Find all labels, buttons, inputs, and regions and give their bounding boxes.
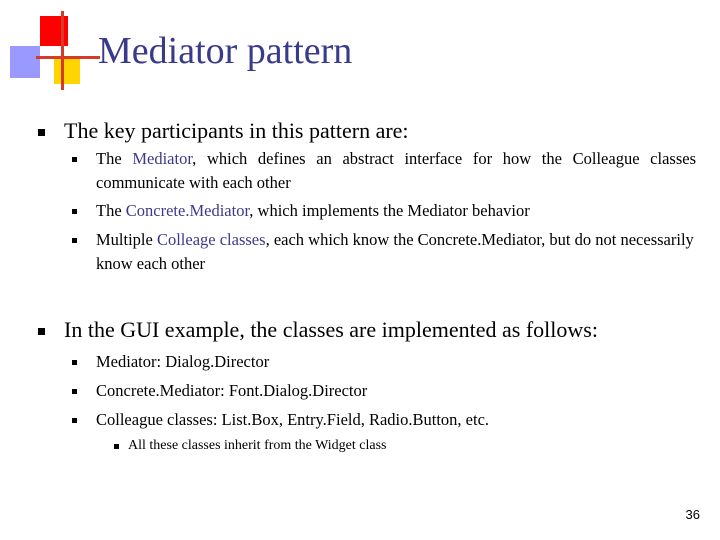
square-bullet-icon (72, 157, 77, 162)
page-number: 36 (685, 507, 700, 522)
highlight-mediator: Mediator (132, 149, 193, 168)
section-1-heading: The key participants in this pattern are: (64, 118, 409, 143)
slide-logo (0, 0, 100, 90)
square-bullet-icon (72, 389, 77, 394)
section-2-heading: In the GUI example, the classes are implemented as follows: (64, 317, 598, 342)
highlight-colleage-classes: Colleage classes (156, 230, 266, 249)
square-bullet-icon (72, 418, 77, 423)
highlight-concrete-mediator: Concrete.Mediator (125, 201, 250, 220)
square-bullet-icon (72, 238, 77, 243)
slide-title: Mediator pattern (98, 30, 353, 72)
square-bullet-icon (38, 129, 45, 136)
square-bullet-icon (114, 444, 119, 449)
square-bullet-icon (38, 328, 45, 335)
square-bullet-icon (72, 360, 77, 365)
square-bullet-icon (72, 209, 77, 214)
